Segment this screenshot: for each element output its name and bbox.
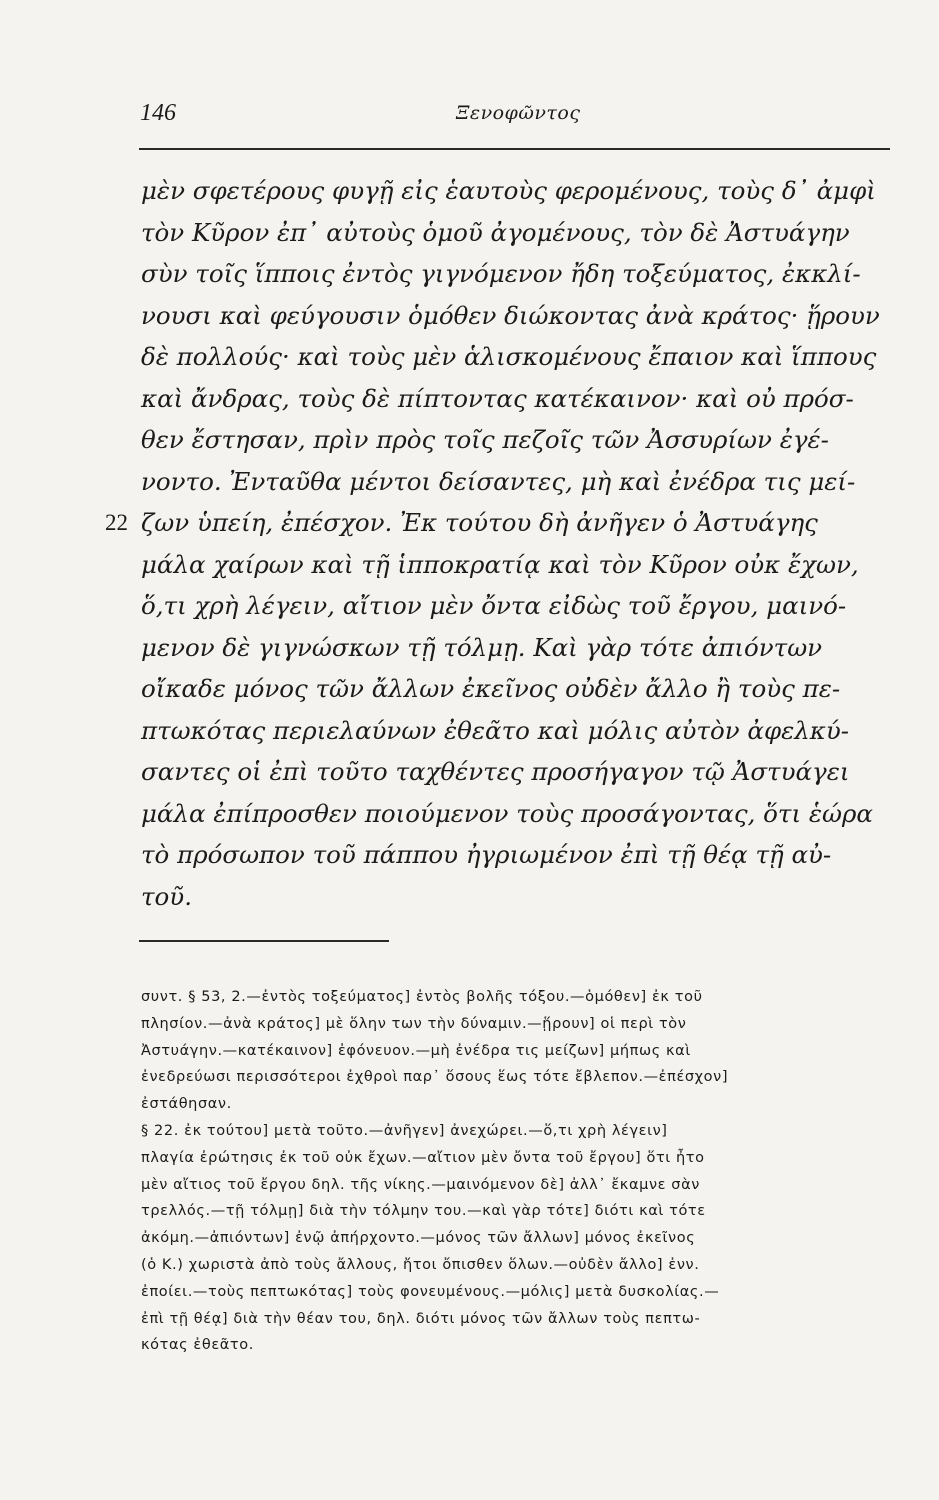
- text-line: νοντο. Ἐνταῦθα μέντοι δείσαντες, μὴ καὶ ἐνέδρα τις μεί-: [141, 466, 856, 496]
- note-line: § 22. ἐκ τούτου] μετὰ τοῦτο.—ἀνῆγεν] ἀνεχώρει.—ὅ,τι χρὴ λέγειν]: [141, 1122, 668, 1139]
- note-line: ἀκόμη.—ἀπιόντων] ἐνῷ ἀπήρχοντο.—μόνος τῶν ἄλλων] μόνος ἐκεῖνος: [141, 1230, 696, 1247]
- text-line: τὸ πρόσωπον τοῦ πάππου ἠγριωμένον ἐπὶ τῇ θέᾳ τῇ αὐ-: [141, 840, 832, 869]
- section-number: 22: [105, 510, 128, 535]
- text-line: μάλα χαίρων καὶ τῇ ἱπποκρατίᾳ καὶ τὸν Κῦρον οὐκ ἔχων,: [141, 549, 859, 579]
- note-line: (ὁ Κ.) χωριστὰ ἀπὸ τοὺς ἄλλους, ἤτοι ὄπισθεν ὅλων.—οὐδὲν ἄλλο] ἐνν.: [141, 1256, 700, 1273]
- text-line-with-section-number: [105, 502, 921, 544]
- text-line: τὸν Κῦρον ἐπ᾽ αὐτοὺς ὁμοῦ ἀγομένους, τὸν δὲ Ἀστυάγην: [141, 217, 850, 247]
- text-line: θεν ἔστησαν, πρὶν πρὸς τοῖς πεζοῖς τῶν Ἀσσυρίων ἐγέ-: [141, 425, 829, 454]
- page-header: [140, 98, 890, 134]
- note-line: μὲν αἴτιος τοῦ ἔργου δηλ. τῆς νίκης.—μαινόμενον δὲ] ἀλλ᾽ ἔκαμνε σὰν: [141, 1176, 700, 1193]
- text-line: μάλα ἐπίπροσθεν ποιούμενον τοὺς προσάγοντας, ὅτι ἑώρα: [141, 798, 873, 828]
- text-line: πτωκότας περιελαύνων ἐθεᾶτο καὶ μόλις αὐτὸν ἀφελκύ-: [141, 715, 850, 745]
- text-line: τοῦ.: [141, 881, 192, 911]
- text-line: νουσι καὶ φεύγουσιν ὁμόθεν διώκοντας ἀνὰ κράτος· ᾕρουν: [141, 300, 880, 330]
- note-line: κότας ἐθεᾶτο.: [141, 1337, 254, 1354]
- main-text: [105, 170, 921, 917]
- text-line: δὲ πολλούς· καὶ τοὺς μὲν ἁλισκομένους ἔπαιον καὶ ἵππους: [141, 342, 877, 371]
- running-head: Ξενοφῶντος: [456, 102, 581, 124]
- text-line: καὶ ἄνδρας, τοὺς δὲ πίπτοντας κατέκαινον· καὶ οὐ πρόσ-: [141, 383, 854, 413]
- text-line: σαντες οἱ ἐπὶ τοῦτο ταχθέντες προσήγαγον τῷ Ἀστυάγει: [141, 757, 850, 786]
- note-line: συντ. § 53, 2.—ἐντὸς τοξεύματος] ἐντὸς βολῆς τόξου.—ὁμόθεν] ἐκ τοῦ: [141, 989, 703, 1005]
- footnote-rule: [139, 940, 389, 942]
- note-line: Ἀστυάγην.—κατέκαινον] ἐφόνευον.—μὴ ἐνέδρα τις μείζων] μήπως καὶ: [141, 1042, 691, 1059]
- note-line: ἐνεδρεύωσι περισσότεροι ἐχθροὶ παρ᾽ ὅσους ἕως τότε ἔβλεπον.—ἐπέσχον]: [141, 1069, 729, 1086]
- text-line: οἴκαδε μόνος τῶν ἄλλων ἐκεῖνος οὐδὲν ἄλλο ἢ τοὺς πε-: [141, 674, 841, 703]
- text-line: σὺν τοῖς ἵπποις ἐντὸς γιγνόμενον ἤδη τοξεύματος, ἐκκλί-: [141, 259, 861, 288]
- note-line: πλαγία ἐρώτησις ἐκ τοῦ οὐκ ἔχων.—αἴτιον μὲν ὄντα τοῦ ἔργου] ὅτι ἦτο: [141, 1149, 705, 1166]
- page-number: 146: [140, 100, 176, 126]
- footnotes: [141, 984, 921, 1359]
- text-line: ζων ὑπείη, ἐπέσχον. Ἐκ τούτου δὴ ἀνῆγεν ὁ Ἀστυάγης: [141, 508, 818, 537]
- note-line: ἐστάθησαν.: [141, 1096, 232, 1113]
- header-rule: [139, 148, 890, 150]
- note-line: πλησίον.—ἀνὰ κράτος] μὲ ὅλην των τὴν δύναμιν.—ᾕρουν] οἱ περὶ τὸν: [141, 1015, 687, 1032]
- note-line: ἐπὶ τῇ θέᾳ] διὰ τὴν θέαν του, δηλ. διότι μόνος τῶν ἄλλων τοὺς πεπτω-: [141, 1310, 701, 1327]
- text-line: μὲν σφετέρους φυγῇ εἰς ἑαυτοὺς φερομένους, τοὺς δ᾽ ἀμφὶ: [141, 176, 876, 205]
- text-line: ὅ,τι χρὴ λέγειν, αἴτιον μὲν ὄντα εἰδὼς τοῦ ἔργου, μαινό-: [141, 591, 847, 620]
- note-line: ἐποίει.—τοὺς πεπτωκότας] τοὺς φονευμένους.—μόλις] μετὰ δυσκολίας.—: [141, 1283, 720, 1300]
- note-line: τρελλός.—τῇ τόλμῃ] διὰ τὴν τόλμην του.—καὶ γὰρ τότε] διότι καὶ τότε: [141, 1203, 706, 1220]
- text-line: μενον δὲ γιγνώσκων τῇ τόλμῃ. Καὶ γὰρ τότε ἀπιόντων: [141, 632, 823, 662]
